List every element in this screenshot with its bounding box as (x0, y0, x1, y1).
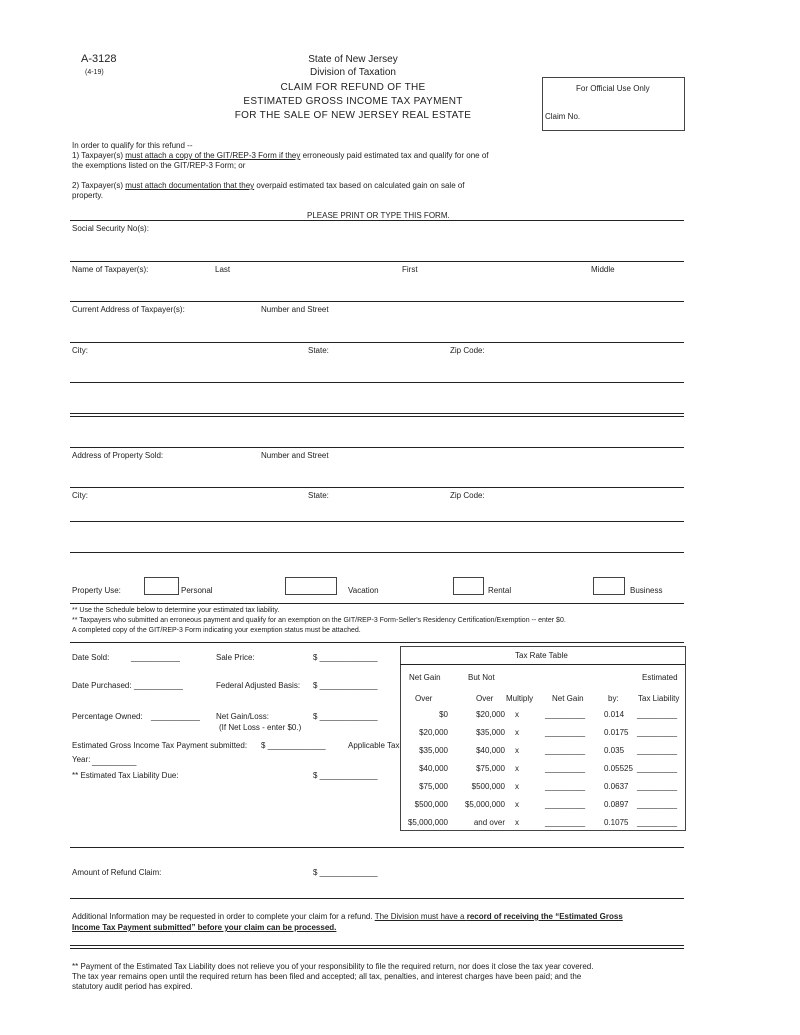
official-use-label: For Official Use Only (576, 84, 650, 93)
rate-multiplier: 0.0175 (604, 728, 629, 737)
est-liability-label: ** Estimated Tax Liability Due: (72, 771, 179, 780)
col-over-2: Over (476, 694, 494, 703)
date-sold-label: Date Sold: (72, 653, 110, 662)
rate-tax-liability-input[interactable]: _________ (637, 818, 678, 827)
rate-over: $40,000 (419, 764, 448, 773)
business-label: Business (630, 586, 663, 595)
rate-tax-liability-input[interactable]: _________ (637, 710, 678, 719)
year-input[interactable]: __________ (92, 757, 137, 766)
divider (70, 948, 684, 949)
rate-multiplier: 0.0897 (604, 800, 629, 809)
rate-net-gain-input[interactable]: _________ (545, 818, 586, 827)
rate-over: $5,000,000 (407, 818, 448, 827)
ssn-label[interactable]: Social Security No(s): (72, 224, 149, 233)
rate-net-gain-input[interactable]: _________ (545, 782, 586, 791)
number-street-label: Number and Street (261, 305, 329, 314)
intro-item-2-post: overpaid estimated tax based on calculated gain on sale of (254, 181, 465, 190)
rate-tax-liability-input[interactable]: _________ (637, 764, 678, 773)
rental-label: Rental (488, 586, 512, 595)
rate-multiplier: 0.1075 (604, 818, 629, 827)
intro-item-1-line2: the exemptions listed on the GIT/REP-3 Form; or (72, 161, 246, 170)
net-gain-note: (If Net Loss - enter $0.) (219, 723, 302, 732)
header-division: Division of Taxation (310, 67, 396, 78)
additional-info-underlined: The Division must have a (374, 912, 467, 921)
percentage-owned-label: Percentage Owned: (72, 712, 143, 721)
additional-info-line1 (72, 912, 623, 921)
print-notice: PLEASE PRINT OR TYPE THIS FORM. (307, 211, 450, 220)
form-title-line1: CLAIM FOR REFUND OF THE (280, 82, 426, 93)
taxpayer-address-label[interactable]: Current Address of Taxpayer(s): (72, 305, 185, 314)
rate-but-not: $5,000,000 (464, 800, 505, 809)
divider (70, 898, 684, 899)
rate-net-gain-input[interactable]: _________ (545, 764, 586, 773)
divider (70, 261, 684, 262)
official-use-box (542, 77, 685, 131)
rate-tax-liability-input[interactable]: _________ (637, 800, 678, 809)
col-tax-liability: Tax Liability (638, 694, 680, 703)
rate-net-gain-input[interactable]: _________ (545, 710, 586, 719)
intro-item-1-post: erroneously paid estimated tax and qualify for one of (300, 151, 489, 160)
rate-over: $0 (439, 710, 448, 719)
federal-basis-input[interactable]: $ _____________ (313, 681, 378, 690)
intro-line: In order to qualify for this refund -- (72, 141, 193, 150)
intro-item-1 (72, 151, 489, 160)
col-but-not: But Not (468, 673, 495, 682)
first-name-label: First (402, 265, 418, 274)
schedule-note-3: A completed copy of the GIT/REP-3 Form indicating your exemption status must be attached. (72, 627, 361, 634)
est-liability-input[interactable]: $ _____________ (313, 771, 378, 780)
schedule-note-2: ** Taxpayers who submitted an erroneous payment and qualify for an exemption on the GIT/REP-3 Form-Seller's Residency Certification/Exemption -- enter $0. (72, 617, 566, 624)
taxpayer-zip-label[interactable]: Zip Code: (450, 346, 485, 355)
divider (70, 382, 684, 383)
intro-item-2 (72, 181, 465, 190)
rate-tax-liability-input[interactable]: _________ (637, 728, 678, 737)
tax-rate-table-title: Tax Rate Table (515, 651, 568, 660)
year-label: Year: (72, 755, 91, 764)
property-zip-label[interactable]: Zip Code: (450, 491, 485, 500)
divider (70, 521, 684, 522)
col-over: Over (415, 694, 433, 703)
date-purchased-input[interactable]: ___________ (134, 681, 183, 690)
property-address-label[interactable]: Address of Property Sold: (72, 451, 164, 460)
rate-net-gain-input[interactable]: _________ (545, 800, 586, 809)
divider (70, 642, 684, 643)
intro-item-2-line2: property. (72, 191, 103, 200)
rate-multiplier: 0.0637 (604, 782, 629, 791)
rate-net-gain-input[interactable]: _________ (545, 728, 586, 737)
property-state-label[interactable]: State: (308, 491, 329, 500)
form-number: A-3128 (81, 53, 117, 65)
divider (70, 342, 684, 343)
divider (70, 487, 684, 488)
personal-checkbox[interactable] (144, 577, 179, 595)
intro-item-1-pre: 1) Taxpayer(s) (72, 151, 126, 160)
header-state: State of New Jersey (308, 54, 398, 65)
taxpayer-state-label[interactable]: State: (308, 346, 329, 355)
middle-name-label: Middle (591, 265, 615, 274)
schedule-note-1: ** Use the Schedule below to determine your estimated tax liability. (72, 607, 280, 614)
percentage-owned-input[interactable]: ___________ (151, 712, 200, 721)
rate-over: $20,000 (419, 728, 448, 737)
footer-note-2: The tax year remains open until the required return has been filed and accepted; all tax, penalties, and interest charges have been paid; and the (72, 972, 582, 981)
est-payment-input[interactable]: $ _____________ (261, 741, 326, 750)
personal-label: Personal (181, 586, 213, 595)
rate-multiplier: 0.014 (604, 710, 625, 719)
col-by: by: (608, 694, 619, 703)
rate-multiply-x: x (515, 746, 519, 755)
additional-info-pre: Additional Information may be requested in order to complete your claim for a refund. (72, 912, 375, 921)
rate-net-gain-input[interactable]: _________ (545, 746, 586, 755)
claim-no-label: Claim No. (545, 112, 581, 121)
rate-multiply-x: x (515, 728, 519, 737)
sale-price-label: Sale Price: (216, 653, 255, 662)
rate-tax-liability-input[interactable]: _________ (637, 746, 678, 755)
divider (70, 945, 684, 946)
taxpayer-name-label[interactable]: Name of Taxpayer(s): (72, 265, 149, 274)
rate-but-not: $35,000 (476, 728, 505, 737)
rate-but-not: $75,000 (476, 764, 505, 773)
divider (70, 220, 684, 221)
vacation-label: Vacation (348, 586, 379, 595)
property-number-street-label: Number and Street (261, 451, 329, 460)
rate-multiply-x: x (515, 710, 519, 719)
net-gain-label: Net Gain/Loss: (216, 712, 269, 721)
applicable-tax-label: Applicable Tax (348, 741, 400, 750)
rate-but-not: $500,000 (471, 782, 505, 791)
rate-but-not: $40,000 (476, 746, 505, 755)
form-revision: (4-19) (85, 69, 104, 76)
rate-over: $500,000 (414, 800, 448, 809)
property-use-label: Property Use: (72, 586, 121, 595)
divider (70, 416, 684, 417)
divider (70, 603, 684, 604)
form-title-line3: FOR THE SALE OF NEW JERSEY REAL ESTATE (234, 110, 472, 121)
taxpayer-city-label[interactable]: City: (72, 346, 88, 355)
rate-but-not: $20,000 (476, 710, 505, 719)
intro-item-2-underlined: must attach documentation that they (125, 181, 255, 190)
last-name-label: Last (215, 265, 231, 274)
vacation-checkbox[interactable] (285, 577, 337, 595)
refund-claim-label: Amount of Refund Claim: (72, 868, 162, 877)
rate-multiply-x: x (515, 764, 519, 773)
rate-multiplier: 0.035 (604, 746, 625, 755)
rate-but-not: and over (473, 818, 505, 827)
table-divider (400, 664, 685, 665)
col-estimated: Estimated (642, 673, 678, 682)
net-gain-input[interactable]: $ _____________ (313, 712, 378, 721)
divider (70, 847, 684, 848)
additional-info-bold: record of receiving the “Estimated Gross (466, 912, 623, 921)
rate-multiply-x: x (515, 782, 519, 791)
additional-info-line2: Income Tax Payment submitted” before your claim can be processed. (72, 923, 337, 932)
footer-note-3: statutory audit period has expired. (72, 982, 193, 991)
divider (70, 447, 684, 448)
col-net-gain-2: Net Gain (552, 694, 584, 703)
divider (70, 301, 684, 302)
date-purchased-label: Date Purchased: (72, 681, 132, 690)
divider (70, 552, 684, 553)
divider (70, 413, 684, 414)
form-title-line2: ESTIMATED GROSS INCOME TAX PAYMENT (243, 96, 463, 107)
sale-price-input[interactable]: $ _____________ (313, 653, 378, 662)
intro-item-1-underlined: must attach a copy of the GIT/REP-3 Form if they (125, 151, 301, 160)
rate-over: $35,000 (419, 746, 448, 755)
col-net-gain: Net Gain (409, 673, 441, 682)
est-payment-label: Estimated Gross Income Tax Payment submitted: (72, 741, 248, 750)
rate-multiply-x: x (515, 800, 519, 809)
col-multiply: Multiply (506, 694, 534, 703)
intro-item-2-pre: 2) Taxpayer(s) (72, 181, 126, 190)
rate-multiply-x: x (515, 818, 519, 827)
rate-over: $75,000 (419, 782, 448, 791)
date-sold-input[interactable]: ___________ (131, 653, 180, 662)
rental-checkbox[interactable] (453, 577, 484, 595)
footer-note-1: ** Payment of the Estimated Tax Liability does not relieve you of your responsibility to file the required return, nor does it close the tax year covered. (72, 962, 594, 971)
refund-claim-input[interactable]: $ _____________ (313, 868, 378, 877)
rate-tax-liability-input[interactable]: _________ (637, 782, 678, 791)
property-city-label[interactable]: City: (72, 491, 88, 500)
federal-basis-label: Federal Adjusted Basis: (216, 681, 301, 690)
rate-multiplier: 0.05525 (604, 764, 633, 773)
business-checkbox[interactable] (593, 577, 625, 595)
